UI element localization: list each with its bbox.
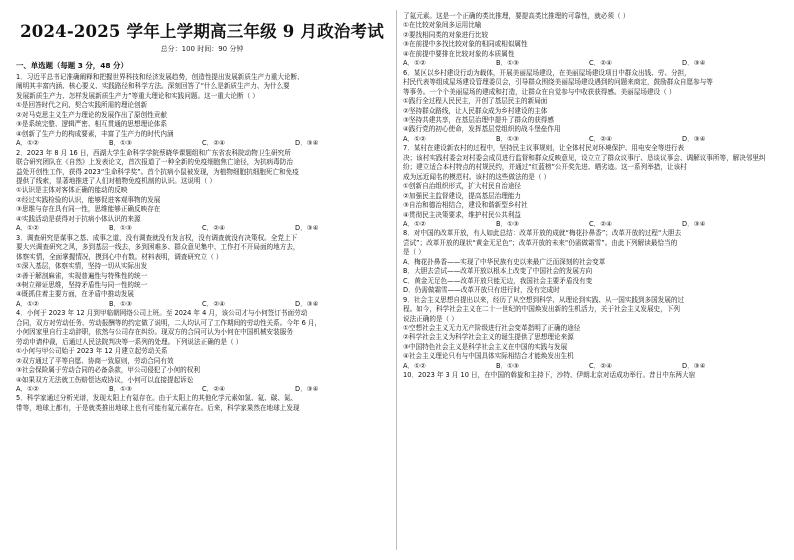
- right-column: [403, 12, 775, 381]
- option: A．①②: [16, 224, 39, 233]
- text-line: 4．小何于 2023 年 12 月到甲临朝网络公司上班。至 2024 年 4 月，该公司才与小何签订书面劳动: [16, 309, 308, 318]
- text-line: 要大兴调查研究之风，多到基层一线去，多到困难多、群众意见集中、工作打不开局面的地方去，: [16, 243, 300, 252]
- option: B．①③: [109, 139, 132, 148]
- answer-options: [16, 139, 388, 148]
- option: B．①③: [496, 59, 519, 68]
- text-line: 发展新质生产力、怎样发展新质生产力”等重大理论和实践问题。这一重大论断（ ）: [16, 91, 259, 100]
- option: B．①③: [109, 299, 132, 308]
- text-line: ③社会保险属于劳动合同的必备条款，甲公司侵犯了小何的权利: [16, 366, 200, 375]
- text-line: 了氦元素。这是一个正确的类比推理，要提高类比推理的可靠性，就必须（ ）: [403, 12, 630, 20]
- exam-title: 2024-2025 学年上学期高三年级 9 月政治考试: [20, 22, 384, 41]
- text-line: 劳动申请仲裁，后通过人民法院判决等一系列的处理。下列说法正确的是（ ）: [16, 337, 243, 346]
- option: B．①③: [109, 384, 132, 393]
- text-line: 尝试”；改革开放的现状“黄金无足色”；改革开放的未来“仍需做霜雪”。由此下列解读最恰当的: [403, 238, 678, 247]
- text-line: ①认识是主体对客体正确的能动的反映: [16, 186, 128, 195]
- choice-line: A．梅花扑鼻香——实现了中华民族有史以来最广泛而深刻的社会变革: [403, 257, 606, 266]
- text-line: ④贯彻民主决策要求，维护村民公共利益: [403, 210, 522, 219]
- text-line: ②经过实践检验的认识，能够促进客观事物的发展: [16, 195, 161, 204]
- choice-line: D．仍需做霜雪——改革开放只有进行时，没有完成时: [403, 286, 560, 295]
- text-line: 程。如今，科学社会主义在二十一世纪的中国焕发出新的生机活力，关于社会主义发展史，下列: [403, 305, 680, 314]
- option: A．①②: [403, 219, 426, 228]
- text-line: ②双方通过了平等自愿、协商一致原则，劳动合同有效: [16, 356, 174, 365]
- text-line: 3．调查研究是谋事之基、成事之道，没有调查就没有发言权，没有调查就没有决策权。全党上下: [16, 233, 298, 242]
- text-line: ③坚持共建共享，在基层治理中提升了群众的获得感: [403, 115, 554, 124]
- text-line: 9．社会主义思想自提出以来，经历了从空想到科学、从理论到实践、从一国实践到多国发展的过: [403, 295, 685, 304]
- option: B．①③: [496, 219, 519, 228]
- text-line: 联合研究团队在《自然》上发表论文，首次报道了一种全新的免疫细胞焦亡途径，为抗病毒防治: [16, 158, 293, 167]
- text-line: 决；该村实践村委会对村委会成员进行监督和群众反映意见，设立立了群众议事厅、恳谈议事会、调解议事所等，解决邻里纠: [403, 153, 766, 162]
- option: C．②④: [589, 361, 613, 370]
- option: D．③④: [295, 139, 319, 148]
- question-5: [16, 394, 388, 413]
- text-line: ②对马克思主义生产力理论的发展作出了原创性贡献: [16, 110, 167, 119]
- text-line: 提供了线索，显著地推进了人们对植物免疫机制的认识。这说明（ ）: [16, 176, 216, 185]
- text-line: ①践行全过程人民民主，开创了基层民主的新局面: [403, 97, 548, 106]
- option: C．②④: [202, 224, 226, 233]
- option: B．①③: [109, 224, 132, 233]
- text-line: 成为远近闻名的模范村。该村的这些做法的是（ ）: [403, 172, 551, 181]
- answer-options: [16, 224, 388, 233]
- option: D．③④: [682, 59, 706, 68]
- text-line: 益处开创性工作，获得 2023“生命科学奖”。首个抗病小鼠被发现，为植物细胞抗细胞死亡和免疫: [16, 167, 299, 176]
- text-line: ②科学社会主义为科学社会主义的诞生提供了思想理论来源: [403, 333, 574, 342]
- option: A．①②: [16, 139, 39, 148]
- option: D．③④: [295, 224, 319, 233]
- text-line: 8．对中国的改革开放，有人如此总结：改革开放的成就“梅花扑鼻香”；改革开放的过程“大胆去: [403, 229, 682, 238]
- text-line: 1．习近平总书记准确阐释和把握世界科技和经济发展趋势，创造性提出发展新质生产力重大论断、: [16, 73, 304, 81]
- text-line: ④践行党的初心使命，发挥基层党组织的战斗堡垒作用: [403, 125, 561, 134]
- text-line: ①创新自治组织形式，扩大村民自治途径: [403, 182, 522, 191]
- option: B．①③: [496, 361, 519, 370]
- question-5-continued: [403, 12, 775, 69]
- text-line: ②要找相同类的对象进行比较: [403, 30, 489, 39]
- option: D．③④: [682, 219, 706, 228]
- section-title: 一、单选题（每题 3 分，48 分）: [16, 61, 128, 70]
- question-6: [403, 69, 775, 145]
- text-line: ③是系统完整、逻辑严密、相互贯通的思想理论体系: [16, 120, 167, 129]
- text-line: ③树立辩证思维，坚持矛盾性与同一性的统一: [16, 280, 148, 289]
- text-line: ①深入基层，体察实情，坚持一切从实际出发: [16, 262, 148, 271]
- answer-options: [403, 135, 775, 144]
- text-line: ④既抓住着主要方面，在矛盾中推动发展: [16, 290, 135, 299]
- text-line: 7．某村在建设新农村的过程中，坚持民主议事规则，让全体村民对环境保护、用电安全等进行表: [403, 144, 685, 153]
- text-line: ①空想社会主义无力无产阶级进行社会变革指明了正确的途径: [403, 323, 581, 332]
- choice-line: B．大胆去尝试——改革开放以根本上改变了中国社会的发展方向: [403, 267, 593, 276]
- option: A．①②: [403, 361, 426, 370]
- text-line: ④如果双方无法就工伤赔偿达成协议，小何可以直接提起诉讼: [16, 375, 194, 384]
- text-line: ②善于解剖麻雀，实现普遍性与特殊性的统一: [16, 271, 148, 280]
- text-line: ①是回答时代之问、契合实践所需的理论创新: [16, 101, 148, 110]
- option: C．②④: [589, 59, 613, 68]
- text-line: 阐明其丰富内涵、核心要义、实践路径和科学方法。深刻回答了“什么是新质生产力、为什么要: [16, 82, 290, 91]
- text-line: 等事务。一个个美丽屋场的建成和打造，让群众在自觉参与中收获获得感。美丽屋场建设（ ）: [403, 87, 676, 96]
- text-line: ②坚持群众路线，让人民群众成为乡村建设的主体: [403, 106, 548, 115]
- answer-options: [16, 385, 388, 394]
- answer-options: [16, 300, 388, 309]
- text-line: 6．某区以乡村建设行动为载体，开展美丽屋场建设，在美丽屋场建设项目中群众出钱、劳、分担，: [403, 68, 691, 77]
- question-9: [403, 296, 775, 372]
- option: A．①②: [403, 59, 426, 68]
- text-line: ③在前提中多找比较对象的相同或相似属性: [403, 40, 528, 49]
- text-line: ④社会主义理论只有与中国具体实际相结合才能焕发出生机: [403, 352, 574, 361]
- answer-options: [403, 59, 775, 68]
- column-divider: [396, 10, 397, 550]
- option: A．①②: [403, 134, 426, 143]
- option: C．②④: [589, 219, 613, 228]
- option: A．①②: [16, 299, 39, 308]
- question-2: [16, 149, 388, 234]
- text-line: ②加强民主监督建设，提高基层治理能力: [403, 191, 522, 200]
- option: B．①③: [496, 134, 519, 143]
- text-line: ③自治和德治相结合，建设和谐新型乡村社: [403, 201, 528, 210]
- text-line: ④创新了生产力的构成要素，丰富了生产力的时代内涵: [16, 129, 174, 138]
- option: D．③④: [295, 299, 319, 308]
- text-line: ④实践活动是获得对于抗病小体认识的来源: [16, 214, 141, 223]
- question-8: [403, 229, 775, 295]
- text-line: ④在前提中要排在比较对象的本质属性: [403, 49, 515, 58]
- question-10: [403, 371, 775, 380]
- option: D．③④: [682, 134, 706, 143]
- text-line: 村民代表等组成屋场建设管理委员会，引导群众围绕美丽屋场建设遇到的问题来商定，鼓励群众自愿参与等: [403, 78, 713, 87]
- text-line: 5．科学家通过分析光谱，发现太阳上有氦存在。由于太阳上的其他化学元素如氢、氦、碳、氮、: [16, 394, 298, 403]
- text-line: ③中国特色社会主义是科学社会主义在中国的实践与发展: [403, 342, 568, 351]
- choice-line: C．黄金无足色——改革开放只能无边，我国社会主要矛盾没有变: [403, 276, 593, 285]
- option: A．①②: [16, 384, 39, 393]
- text-line: 合同，双方对劳动任务、劳动报酬等的约定做了说明，二人均认可了工作期间的劳动性关系。今年 6 月，: [16, 318, 322, 327]
- question-4: [16, 309, 388, 394]
- text-line: 体察实情，全面掌握情况，摸到心中有数。材料表明，调查研究立（ ）: [16, 252, 223, 261]
- text-line: 2．2023 年 8 月 16 日，西湖大学生命科学学院蔡晓华课题组和广东省农科院动物卫生研究所: [16, 148, 291, 157]
- text-line: 小何因家里自行主动辞职，依然与公司存在纠纷。现双方的合同可认为小何在中国机械安装服务: [16, 328, 293, 337]
- option: C．②④: [202, 384, 226, 393]
- text-line: 说法正确的是（ ）: [403, 314, 458, 323]
- text-line: ③思维与存在具有同一性，思维能够正确反映存在: [16, 205, 161, 214]
- text-line: 带等，地球上都有，于是就类推出地球上也有可能有氦元素存在。后来，科学家果然在地球上发现: [16, 403, 300, 412]
- text-line: 是（ ）: [403, 248, 425, 257]
- option: D．③④: [682, 361, 706, 370]
- option: D．③④: [295, 384, 319, 393]
- option: C．②④: [202, 139, 226, 148]
- question-1: [16, 73, 388, 149]
- question-7: [403, 144, 775, 229]
- option: C．②④: [202, 299, 226, 308]
- option: C．②④: [589, 134, 613, 143]
- text-line: 纷；建立适合本村特点的村规民约，并通过“红蓝榜”公开奖先进、晒劣迹。这一系列举措，让该村: [403, 163, 687, 172]
- exam-meta: 总分：100 时间：90 分钟: [160, 45, 244, 53]
- left-column: [16, 18, 388, 413]
- answer-options: [403, 362, 775, 371]
- answer-options: [403, 220, 775, 229]
- text-line: ①在比较对象间多运用比喻: [403, 21, 482, 30]
- text-line: 10．2023 年 3 月 10 日，在中国的斡旋和主持下，沙特、伊朗北京对话成功举行。昔日中东两大宿: [403, 371, 696, 380]
- text-line: ①小何与甲公司始于 2023 年 12 月建立起劳动关系: [16, 347, 168, 356]
- question-3: [16, 234, 388, 310]
